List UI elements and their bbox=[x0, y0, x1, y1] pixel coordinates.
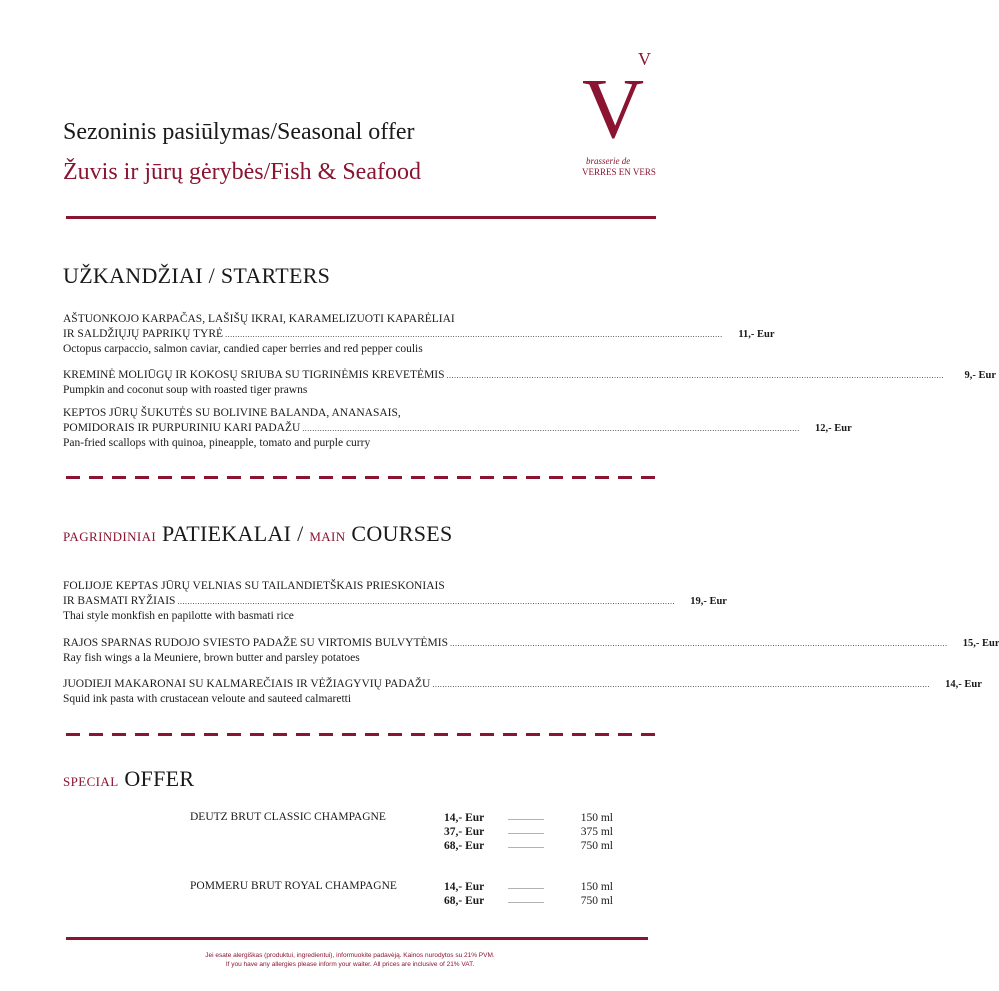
section-divider bbox=[66, 733, 656, 736]
offer-row bbox=[0, 880, 700, 894]
logo-text-line2: VERRES EN VERS bbox=[582, 167, 656, 177]
title-small-lt: PAGRINDINIAI bbox=[63, 529, 157, 544]
logo-big-v: V bbox=[582, 60, 645, 156]
item-name-en: Thai style monkfish en papilotte with basmati rice bbox=[63, 610, 294, 622]
section-title-starters: UŽKANDŽIAI / STARTERS bbox=[63, 263, 331, 288]
item-name-lt: KREMINĖ MOLIŪGŲ IR KOKOSŲ SRIUBA SU TIGRINĖMIS KREVETĖMIS bbox=[63, 369, 445, 381]
menu-item bbox=[63, 636, 999, 666]
header-divider bbox=[66, 216, 656, 219]
item-price: 19,- Eur bbox=[690, 596, 727, 607]
dot-leader: .................. bbox=[508, 841, 544, 850]
item-name-lt: JUODIEJI MAKARONAI SU KALMAREČIAIS IR VĖŽIAGYVIŲ PADAŽU bbox=[63, 678, 431, 690]
offer-price: 68,- Eur bbox=[444, 840, 485, 852]
menu-item bbox=[63, 406, 852, 451]
offer-price: 68,- Eur bbox=[444, 895, 485, 907]
item-name-lt: AŠTUONKOJO KARPAČAS, LAŠIŠŲ IKRAI, KARAMELIZUOTI KAPARĖLIAI bbox=[63, 313, 455, 325]
item-name-en: Pumpkin and coconut soup with roasted tiger prawns bbox=[63, 384, 308, 396]
footer-note-lt: Jei esate alergiškas (produktui, ingredientui), informuokite padavėją. Kainos nurodytos su 21% PVM. bbox=[205, 952, 495, 959]
menu-item bbox=[63, 579, 727, 624]
item-price: 9,- Eur bbox=[964, 370, 997, 381]
dot-leader: ....................................................................................................................................................................................................... bbox=[446, 371, 945, 380]
page-subtitle-fish-seafood: Žuvis ir jūrų gėrybės/Fish & Seafood bbox=[63, 159, 421, 185]
dot-leader: ....................................................................................................................................................................................................... bbox=[449, 639, 948, 648]
item-price: 15,- Eur bbox=[962, 638, 999, 649]
dot-leader: .................. bbox=[508, 827, 544, 836]
menu-item bbox=[63, 677, 982, 707]
item-name-lt: FOLIJOJE KEPTAS JŪRŲ VELNIAS SU TAILANDIETŠKAIS PRIESKONIAIS bbox=[63, 580, 445, 592]
item-name-lt: RAJOS SPARNAS RUDOJO SVIESTO PADAŽE SU VIRTOMIS BULVYTĖMIS bbox=[63, 637, 448, 649]
offer-name: DEUTZ BRUT CLASSIC CHAMPAGNE bbox=[190, 811, 386, 823]
dot-leader: ....................................................................................................................................................................................................... bbox=[302, 424, 800, 433]
item-name-en: Pan-fried scallops with quinoa, pineapple, tomato and purple curry bbox=[63, 437, 371, 449]
offer-name: POMMERU BRUT ROYAL CHAMPAGNE bbox=[190, 880, 397, 892]
offer-price: 37,- Eur bbox=[444, 826, 485, 838]
dot-leader: ....................................................................................................................................................................................................... bbox=[177, 597, 675, 606]
offer-row bbox=[0, 811, 700, 825]
offer-row bbox=[0, 839, 700, 853]
item-name-en: Octopus carpaccio, salmon caviar, candied caper berries and red pepper coulis bbox=[63, 343, 423, 355]
offer-volume: 750 ml bbox=[580, 840, 613, 852]
dot-leader: ....................................................................................................................................................................................................... bbox=[225, 330, 723, 339]
dot-leader: ....................................................................................................................................................................................................... bbox=[432, 680, 930, 689]
title-separator: / bbox=[297, 521, 304, 546]
item-name-en: Ray fish wings a la Meuniere, brown butter and parsley potatoes bbox=[63, 652, 360, 664]
page-title-seasonal: Sezoninis pasiūlymas/Seasonal offer bbox=[63, 119, 415, 145]
item-name-lt-cont: POMIDORAIS IR PURPURINIU KARI PADAŽU bbox=[63, 422, 301, 434]
item-name-en: Squid ink pasta with crustacean veloute and sauteed calmaretti bbox=[63, 693, 352, 705]
footer-divider bbox=[66, 937, 648, 940]
menu-item bbox=[63, 312, 775, 357]
title-big-en: COURSES bbox=[351, 521, 453, 546]
title-small-en: MAIN bbox=[309, 529, 346, 544]
dot-leader: .................. bbox=[508, 882, 544, 891]
title-small-special: SPECIAL bbox=[63, 774, 119, 789]
item-name-lt-cont: IR BASMATI RYŽIAIS bbox=[63, 595, 176, 607]
section-divider bbox=[66, 476, 656, 479]
title-big-offer: OFFER bbox=[124, 766, 195, 791]
title-big-lt: PATIEKALAI bbox=[161, 521, 292, 546]
offer-volume: 150 ml bbox=[580, 812, 613, 824]
dot-leader: .................. bbox=[508, 896, 544, 905]
brasserie-logo bbox=[580, 40, 670, 180]
footer-note-en: If you have any allergies please inform your waiter. All prices are inclusive of 21% VAT. bbox=[225, 961, 475, 968]
item-price: 14,- Eur bbox=[945, 679, 982, 690]
offer-volume: 750 ml bbox=[580, 895, 613, 907]
offer-volume: 375 ml bbox=[580, 826, 613, 838]
offer-price: 14,- Eur bbox=[444, 812, 485, 824]
dot-leader: .................. bbox=[508, 813, 544, 822]
offer-row bbox=[0, 894, 700, 908]
section-title-main-courses bbox=[63, 521, 453, 550]
logo-text-line1: brasserie de bbox=[586, 156, 631, 166]
item-price: 12,- Eur bbox=[815, 423, 852, 434]
offer-volume: 150 ml bbox=[580, 881, 613, 893]
offer-price: 14,- Eur bbox=[444, 881, 485, 893]
offer-row bbox=[0, 825, 700, 839]
item-name-lt: KEPTOS JŪRŲ ŠUKUTĖS SU BOLIVINE BALANDA, ANANASAIS, bbox=[63, 407, 401, 419]
item-name-lt-cont: IR SALDŽIŲJŲ PAPRIKŲ TYRĖ bbox=[63, 328, 224, 340]
section-title-special-offer bbox=[63, 766, 194, 795]
item-price: 11,- Eur bbox=[738, 329, 775, 340]
menu-item bbox=[63, 368, 997, 398]
logo-small-v: V bbox=[638, 49, 651, 69]
